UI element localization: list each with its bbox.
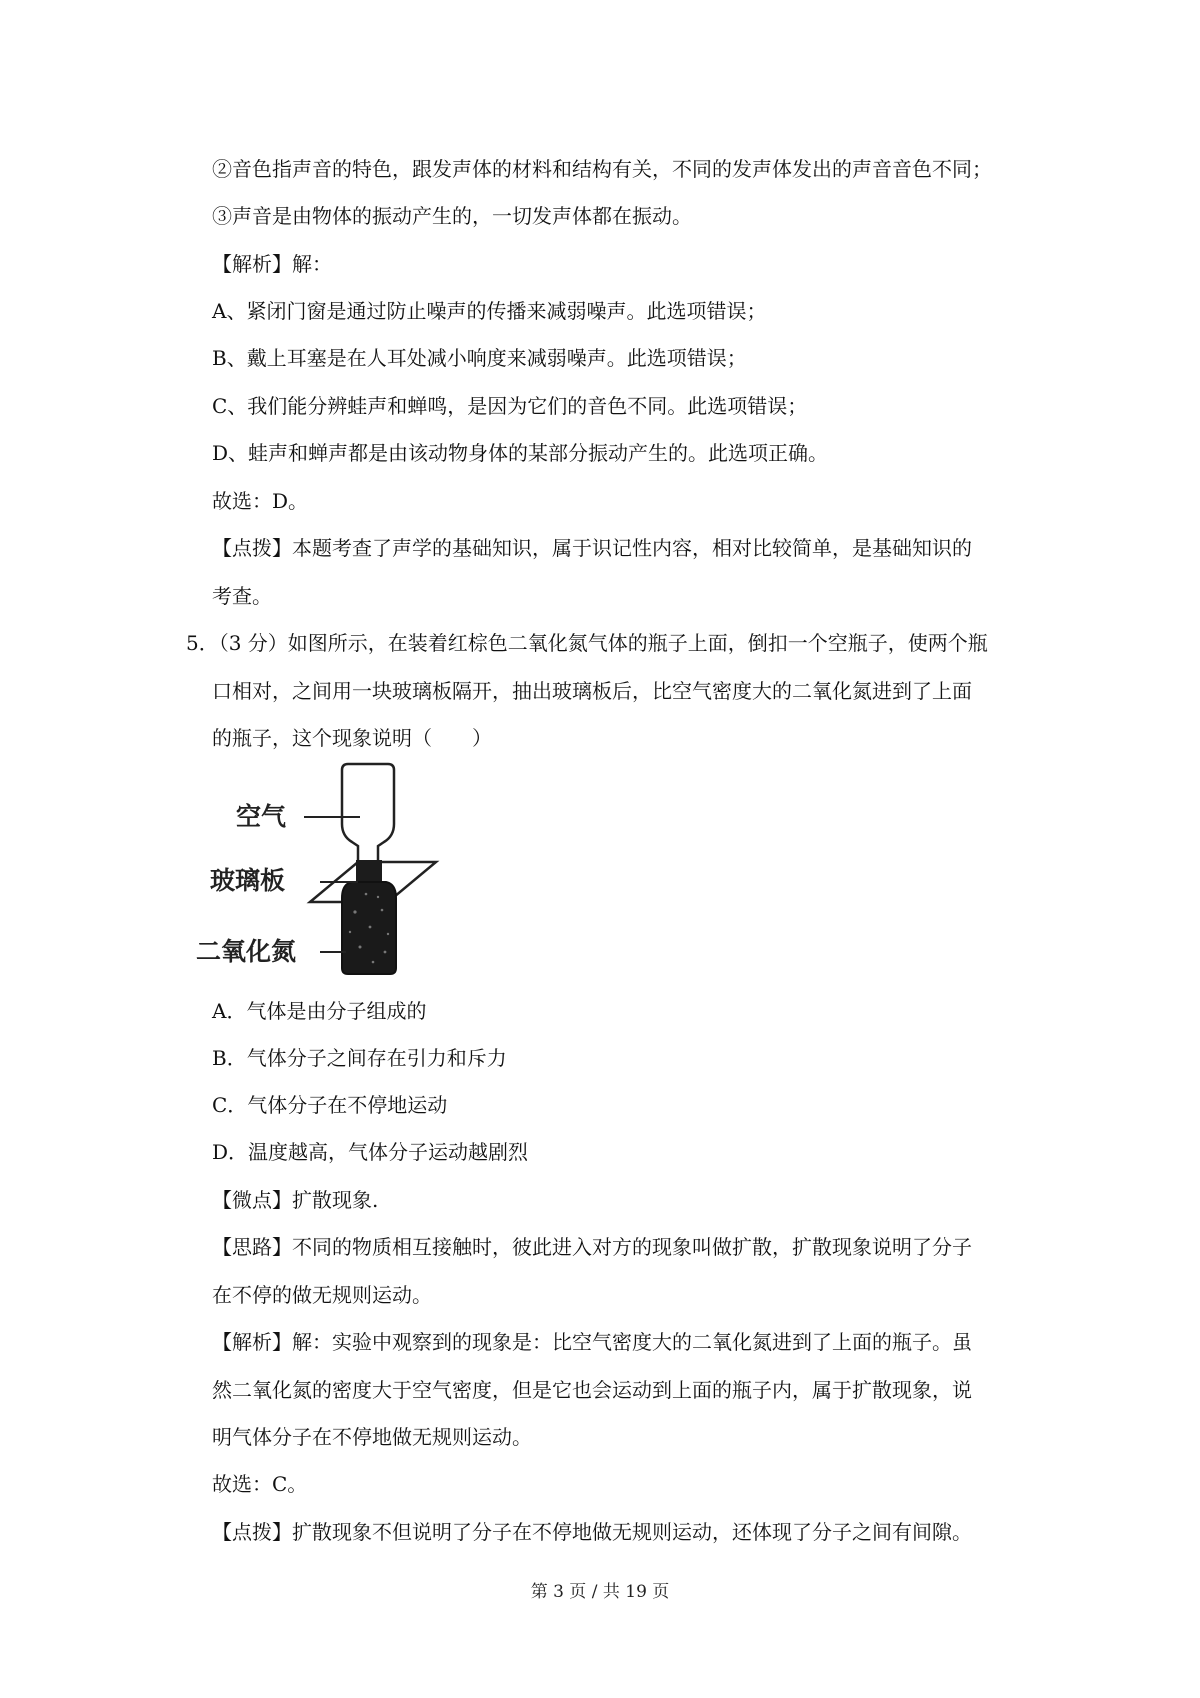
speckle [381,909,384,912]
option-b: B．气体分子之间存在引力和斥力 [212,1046,507,1070]
label-glass-plate: 玻璃板 [210,866,286,895]
speckle [372,961,375,964]
upper-bottle [342,764,394,862]
speckle [387,933,389,935]
analysis-heading: 【解析】解： [212,252,332,276]
lower-bottle-neck [356,860,382,884]
speckle [359,946,362,949]
answer-line: 故选：C。 [212,1472,308,1496]
label-air: 空气 [236,802,287,831]
label-no2: 二氧化氮 [196,937,297,966]
option-a-explanation: A、紧闭门窗是通过防止噪声的传播来减弱噪声。此选项错误； [212,299,767,323]
text-line: ③声音是由物体的振动产生的，一切发声体都在振动。 [212,204,692,228]
question-5-stem: 5．（3 分）如图所示，在装着红棕色二氧化氮气体的瓶子上面，倒扣一个空瓶子，使两个瓶 [186,631,988,655]
option-b-explanation: B、戴上耳塞是在人耳处减小响度来减弱噪声。此选项错误； [212,346,747,370]
option-d: D．温度越高，气体分子运动越剧烈 [212,1140,529,1164]
speckle [365,893,368,896]
question-5-stem: 的瓶子，这个现象说明（ ） [212,726,492,750]
comment-line: 【点拨】本题考查了声学的基础知识，属于识记性内容，相对比较简单，是基础知识的 [212,536,972,560]
approach-line: 【思路】不同的物质相互接触时，彼此进入对方的现象叫做扩散，扩散现象说明了分子 [212,1235,972,1259]
comment-line: 考查。 [212,584,272,608]
approach-line: 在不停的做无规则运动。 [212,1283,432,1307]
analysis-line: 明气体分子在不停地做无规则运动。 [212,1425,532,1449]
analysis-line: 然二氧化氮的密度大于空气密度，但是它也会运动到上面的瓶子内，属于扩散现象，说 [212,1378,972,1402]
option-c: C．气体分子在不停地运动 [212,1093,448,1117]
speckle [349,931,351,933]
comment-line: 【点拨】扩散现象不但说明了分子在不停地做无规则运动，还体现了分子之间有间隙。 [212,1520,972,1544]
option-a: A．气体是由分子组成的 [212,999,427,1023]
keypoint-line: 【微点】扩散现象. [212,1188,379,1212]
analysis-line: 【解析】解：实验中观察到的现象是：比空气密度大的二氧化氮进到了上面的瓶子。虽 [212,1330,972,1354]
text-line: ②音色指声音的特色，跟发声体的材料和结构有关，不同的发声体发出的声音音色不同； [212,157,992,181]
diffusion-figure [196,762,450,982]
speckle [377,896,379,898]
page-footer: 第 3 页 / 共 19 页 [530,1582,670,1602]
option-d-explanation: D、蛙声和蝉声都是由该动物身体的某部分振动产生的。此选项正确。 [212,441,829,465]
speckle [353,910,356,913]
option-c-explanation: C、我们能分辨蛙声和蝉鸣，是因为它们的音色不同。此选项错误； [212,394,808,418]
answer-line: 故选：D。 [212,489,309,513]
speckle [384,951,387,954]
speckle [369,926,372,929]
question-5-stem: 口相对，之间用一块玻璃板隔开，抽出玻璃板后，比空气密度大的二氧化氮进到了上面 [212,679,972,703]
lower-bottle [342,882,396,974]
